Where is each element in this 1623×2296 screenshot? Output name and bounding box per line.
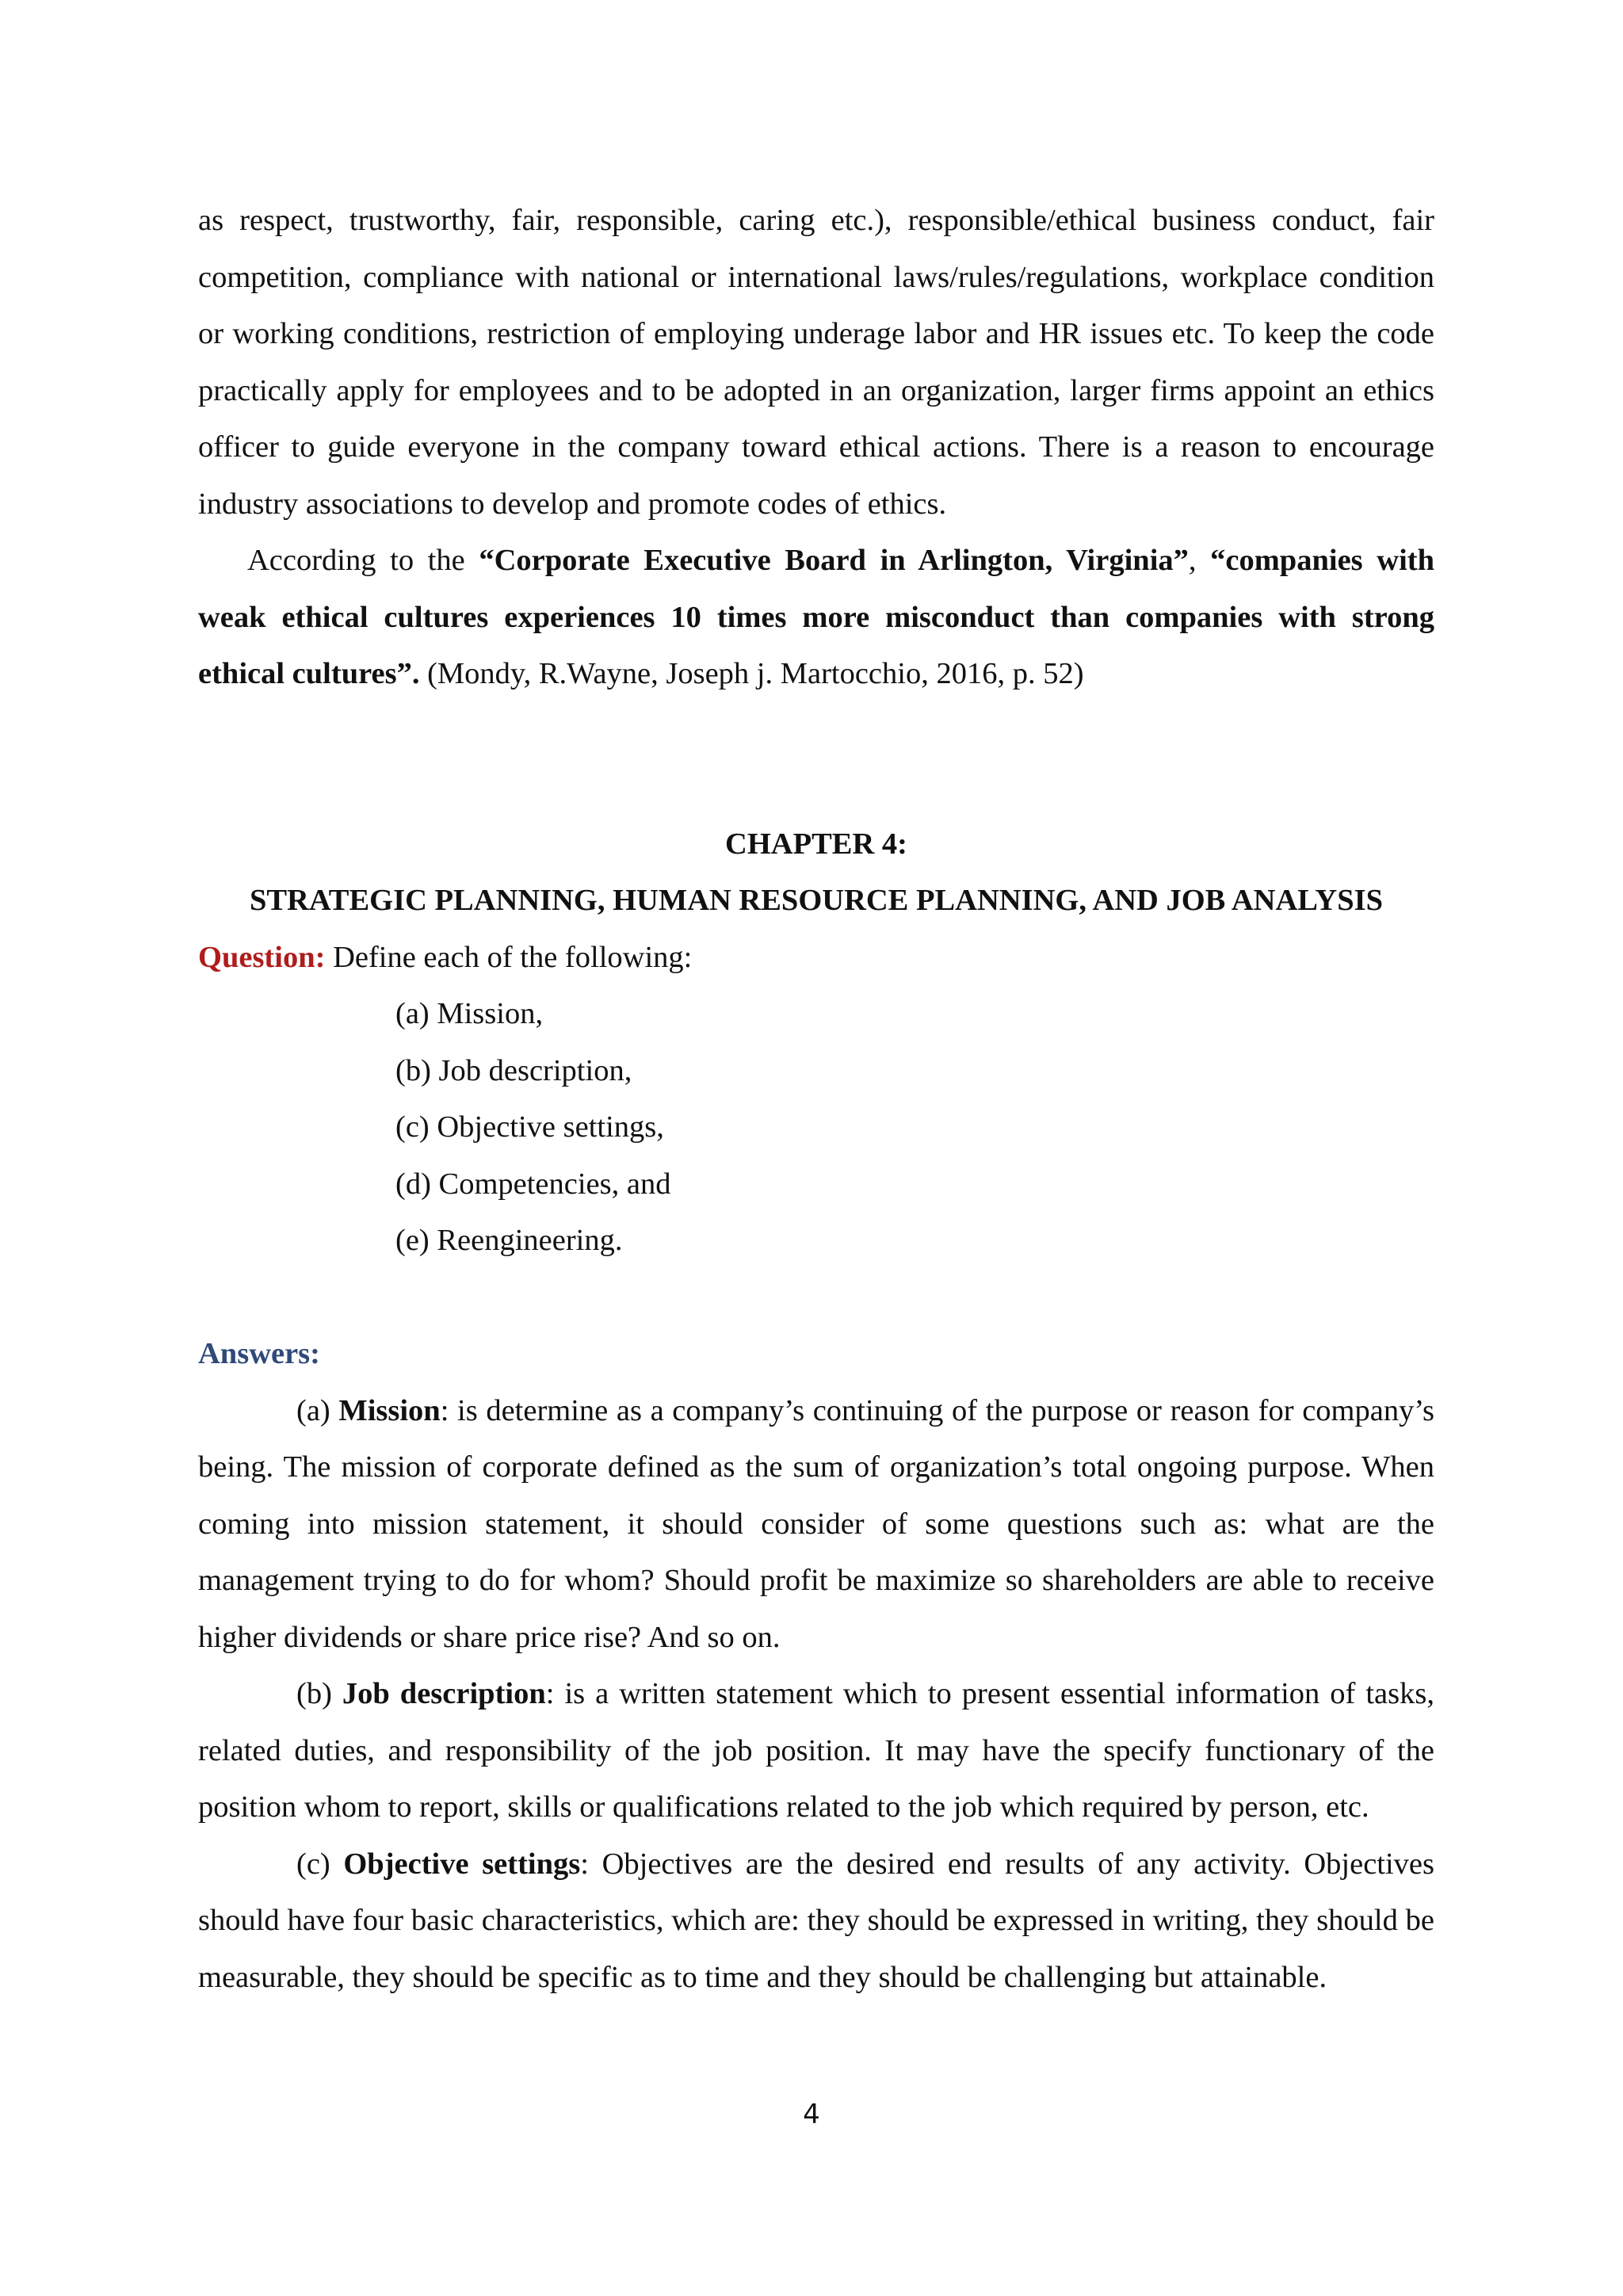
quote-lead: According to the xyxy=(247,544,479,577)
list-item: (c) Objective settings, xyxy=(395,1110,664,1144)
list-item: (e) Reengineering. xyxy=(395,1224,623,1257)
page-number: 4 xyxy=(803,2099,820,2130)
answers-label: Answers: xyxy=(198,1337,320,1370)
question-text: Define each of the following: xyxy=(325,940,693,974)
quote-citation: (Mondy, R.Wayne, Joseph j. Martocchio, 2016, p. 52) xyxy=(419,657,1084,690)
answer-term: Objective settings xyxy=(343,1847,581,1881)
list-item: (d) Competencies, and xyxy=(395,1167,671,1201)
answer-term: Mission xyxy=(338,1393,441,1427)
answer-objective-settings xyxy=(198,1836,1434,2007)
section-spacer xyxy=(198,703,1434,816)
quote-paragraph xyxy=(198,533,1434,703)
list-item: (a) Mission, xyxy=(395,997,544,1030)
chapter-number: CHAPTER 4: xyxy=(725,827,907,861)
question-line xyxy=(198,930,1434,987)
question-list xyxy=(198,986,1434,1270)
answer-term: Job description xyxy=(342,1677,546,1710)
answers-spacer xyxy=(198,1270,1434,1327)
list-item: (b) Job description, xyxy=(395,1053,632,1087)
question-label: Question: xyxy=(198,940,326,974)
answer-job-description xyxy=(198,1666,1434,1836)
answer-text: : is determine as a company’s continuing of the purpose or reason for company’s being. The mission of corporate defined as the sum of organization’s total ongoing purpose. When coming into mission statement, it should consider of some questions such as: what are the management trying to do for whom? Should profit be maximize so shareholders are able to receive higher dividends or share price rise? And so on. xyxy=(198,1393,1434,1654)
answer-text: : Objectives are the desired end results of any activity. Objectives should have four basic characteristics, which are: they should be expressed in writing, they should be measurable, they should be specific as to time and they should be challenging but attainable. xyxy=(198,1847,1434,1994)
answer-mission xyxy=(198,1383,1434,1667)
document-page xyxy=(198,193,1434,2006)
quote-statement: “companies with weak ethical cultures experiences 10 times more misconduct than companies with strong ethical cultures”. xyxy=(198,544,1434,690)
intro-paragraph: as respect, trustworthy, fair, responsible, caring etc.), responsible/ethical business conduct, fair competition, compliance with national or international laws/rules/regulations, workplace condition or working conditions, restriction of employing underage labor and HR issues etc. To keep the code practically apply for employees and to be adopted in an organization, larger firms appoint an ethics officer to guide everyone in the company toward ethical actions. There is a reason to encourage industry associations to develop and promote codes of ethics. xyxy=(198,204,1434,521)
quote-source: “Corporate Executive Board in Arlington, Virginia” xyxy=(479,544,1189,577)
answer-text: : is a written statement which to present essential information of tasks, related duties, and responsibility of the job position. It may have the specify functionary of the position whom to report, skills or qualifications related to the job which required by person, etc. xyxy=(198,1677,1434,1824)
answer-prefix: (a) xyxy=(296,1393,339,1427)
answer-prefix: (b) xyxy=(296,1677,342,1710)
quote-comma: , xyxy=(1188,544,1211,577)
answer-prefix: (c) xyxy=(296,1847,344,1881)
chapter-title: STRATEGIC PLANNING, HUMAN RESOURCE PLANNING, AND JOB ANALYSIS xyxy=(249,884,1384,917)
